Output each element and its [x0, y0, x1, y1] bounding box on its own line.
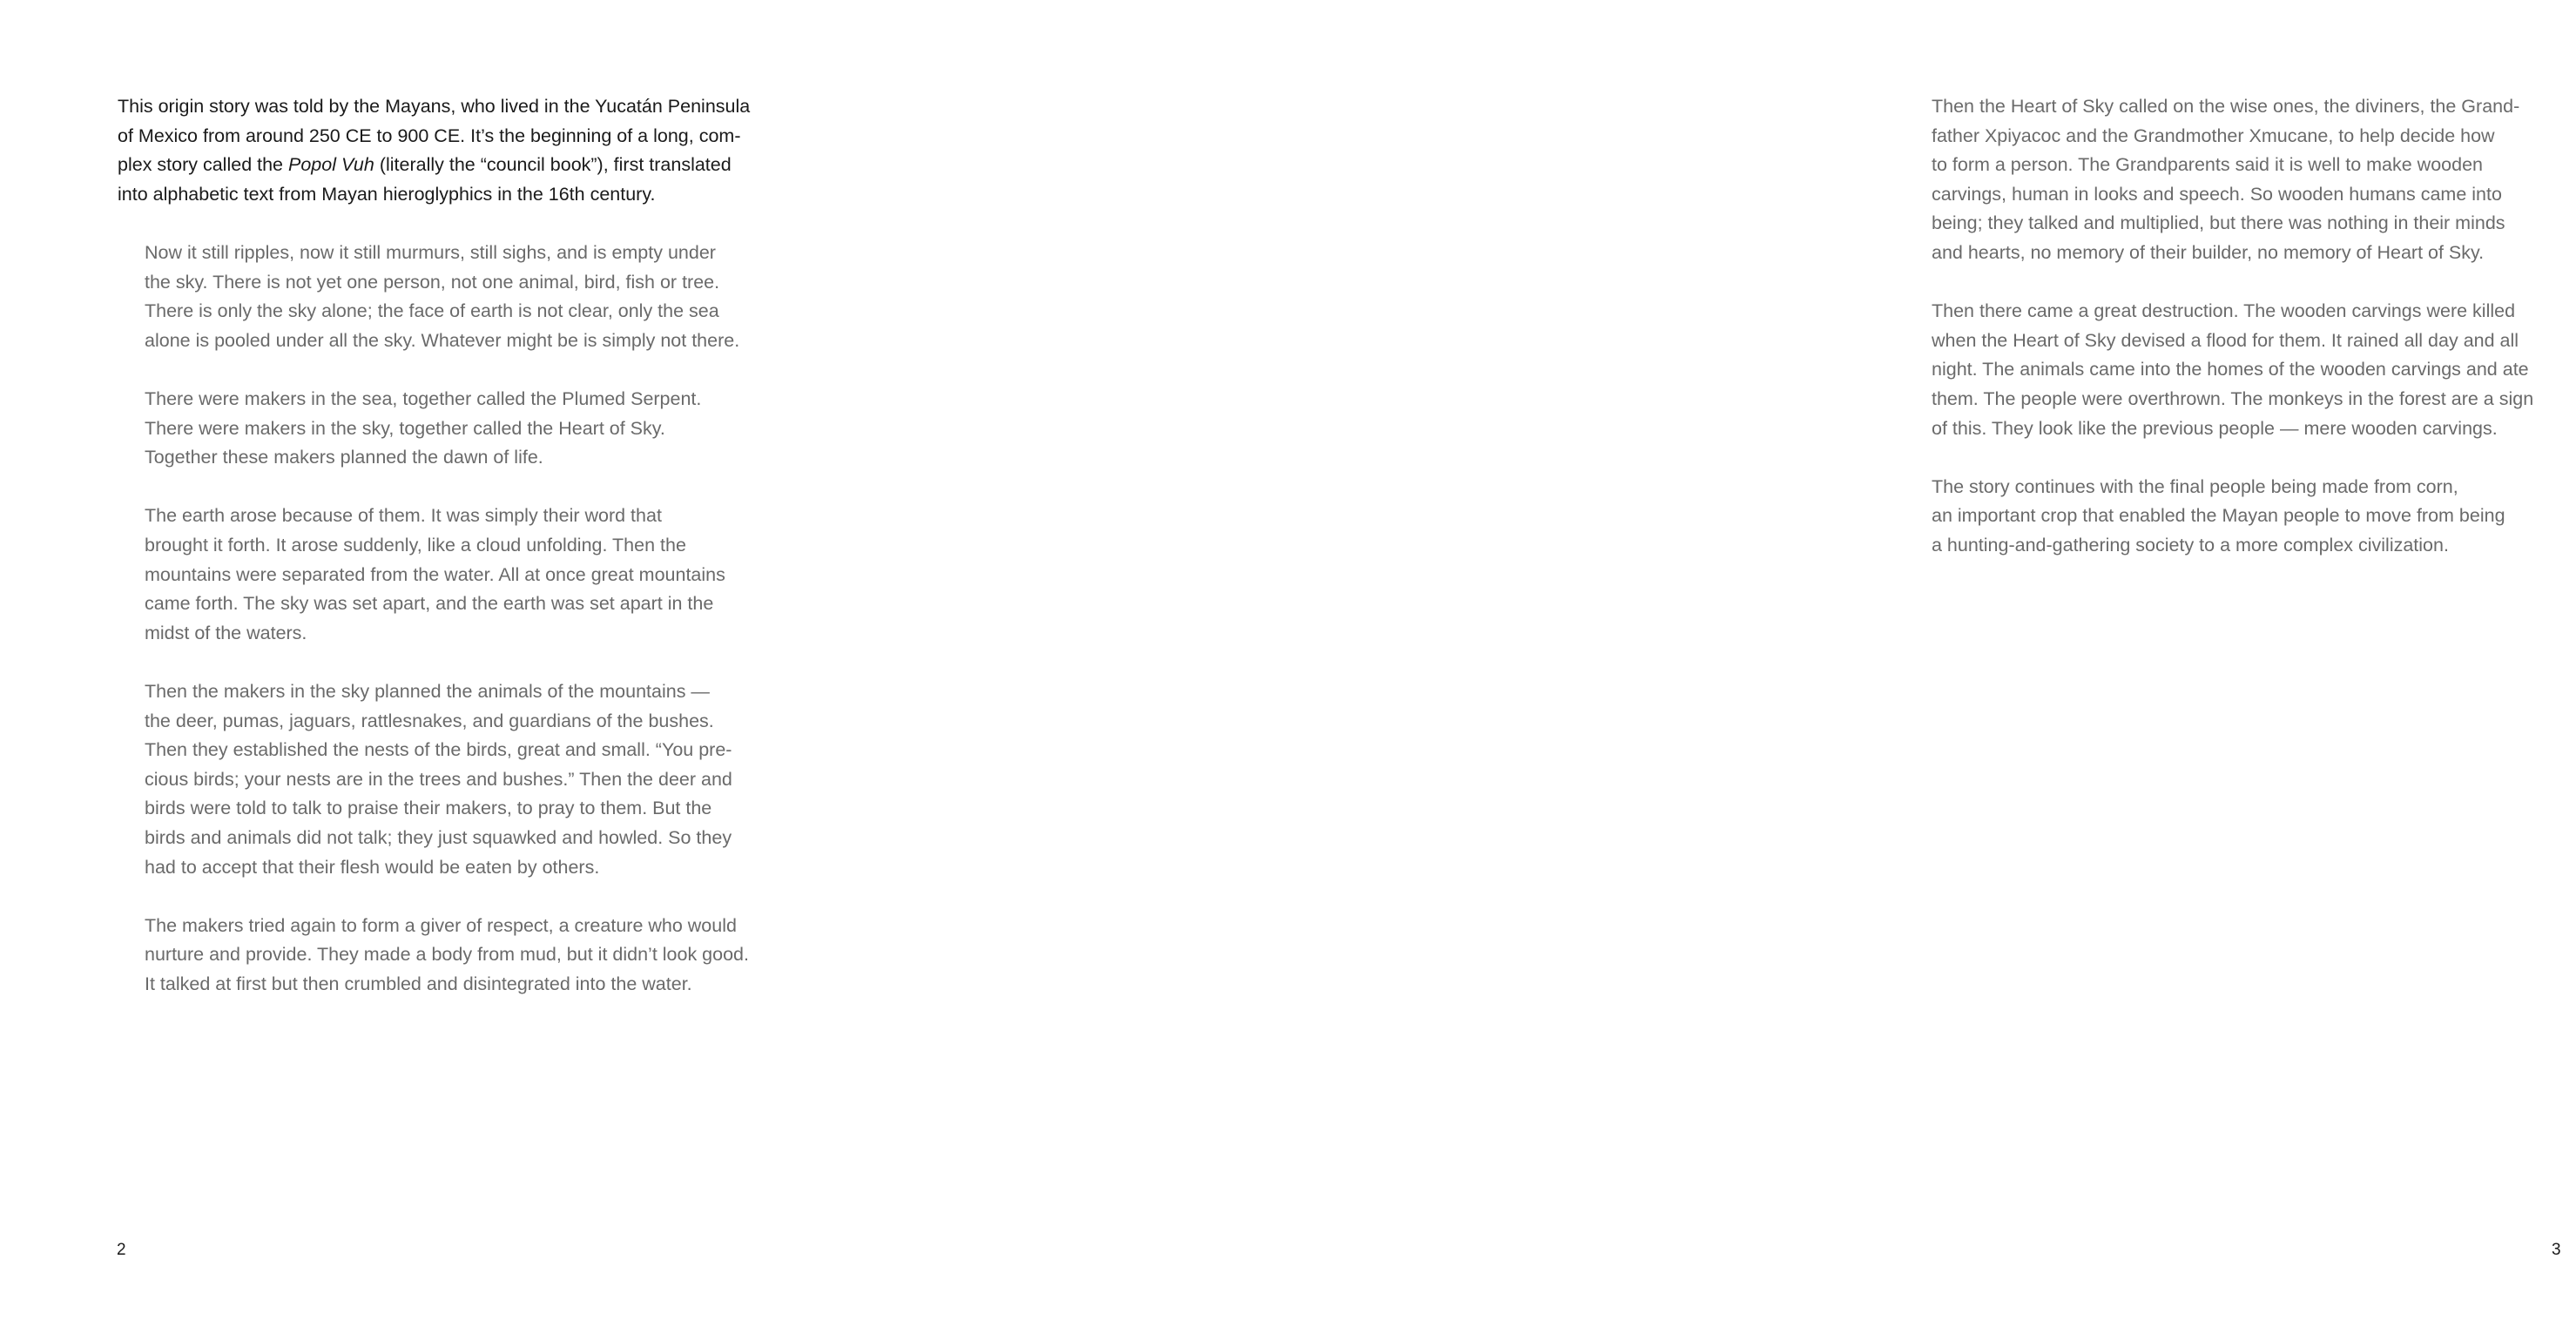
- intro-text: (literally the “council book”), first translated: [374, 154, 732, 176]
- story-line: There were makers in the sea, together called the Plumed Serpent.: [145, 388, 702, 409]
- story-line: the sky. There is not yet one person, not one animal, bird, fish or tree.: [145, 271, 720, 293]
- intro-line: of Mexico from around 250 CE to 900 CE. It’s the beginning of a long, com-: [118, 125, 741, 146]
- intro-text: plex story called the: [118, 154, 288, 176]
- story-line: Then the makers in the sky planned the animals of the mountains —: [145, 681, 710, 702]
- right-page: [892, 0, 2561, 1340]
- story-line: had to accept that their flesh would be eaten by others.: [145, 856, 600, 878]
- story-line: Then the Heart of Sky called on the wise ones, the diviners, the Grand-: [1932, 96, 2520, 117]
- story-line: to form a person. The Grandparents said it is well to make wooden: [1932, 154, 2483, 176]
- book-title: Popol Vuh: [288, 154, 374, 176]
- intro-paragraph: [118, 92, 797, 209]
- story-line: Then they established the nests of the birds, great and small. “You pre-: [145, 739, 732, 761]
- story-line: There were makers in the sky, together called the Heart of Sky.: [145, 417, 665, 439]
- story-line: brought it forth. It arose suddenly, like a cloud unfolding. Then the: [145, 534, 686, 556]
- story-line: Now it still ripples, now it still murmurs, still sighs, and is empty under: [145, 242, 716, 263]
- story-line: an important crop that enabled the Mayan people to move from being: [1932, 505, 2505, 527]
- story-paragraph: [145, 385, 780, 473]
- story-line: the deer, pumas, jaguars, rattlesnakes, and guardians of the bushes.: [145, 710, 714, 731]
- page-number-left: 2: [117, 1241, 126, 1259]
- story-line: father Xpiyacoc and the Grandmother Xmucane, to help decide how: [1932, 125, 2495, 146]
- story-line: and hearts, no memory of their builder, no memory of Heart of Sky.: [1932, 241, 2485, 263]
- story-paragraph: [145, 912, 780, 1000]
- story-line: of this. They look like the previous people — mere wooden carvings.: [1932, 417, 2498, 439]
- left-page: [0, 0, 892, 1340]
- story-line: mountains were separated from the water. All at once great mountains: [145, 563, 725, 585]
- story-line: nurture and provide. They made a body from mud, but it didn’t look good.: [145, 944, 749, 966]
- story-line: There is only the sky alone; the face of earth is not clear, only the sea: [145, 300, 719, 322]
- story-line: night. The animals came into the homes of the wooden carvings and ate: [1932, 359, 2529, 380]
- story-line: birds and animals did not talk; they just squawked and howled. So they: [145, 826, 732, 848]
- intro-line: into alphabetic text from Mayan hieroglyphics in the 16th century.: [118, 183, 656, 205]
- story-line: The makers tried again to form a giver of respect, a creature who would: [145, 914, 737, 936]
- story-line: a hunting-and-gathering society to a more complex civilization.: [1932, 534, 2449, 556]
- story-line: midst of the waters.: [145, 622, 307, 643]
- story-paragraph: [145, 502, 780, 648]
- intro-line: This origin story was told by the Mayans, who lived in the Yucatán Peninsula: [118, 96, 751, 117]
- story-line: carvings, human in looks and speech. So wooden humans came into: [1932, 183, 2502, 205]
- story-paragraph: [1932, 473, 2576, 561]
- story-line: It talked at first but then crumbled and disintegrated into the water.: [145, 973, 692, 994]
- story-line: them. The people were overthrown. The monkeys in the forest are a sign: [1932, 387, 2534, 409]
- story-line: when the Heart of Sky devised a flood for them. It rained all day and all: [1932, 329, 2519, 351]
- story-line: Together these makers planned the dawn of life.: [145, 447, 543, 468]
- story-line: The earth arose because of them. It was simply their word that: [145, 505, 662, 527]
- story-paragraph: [145, 239, 780, 355]
- story-line: came forth. The sky was set apart, and the earth was set apart in the: [145, 593, 714, 615]
- story-paragraph: [1932, 92, 2576, 268]
- story-line: cious birds; your nests are in the trees and bushes.” Then the deer and: [145, 768, 732, 790]
- story-line: birds were told to talk to praise their makers, to pray to them. But the: [145, 798, 712, 819]
- story-paragraph: [1932, 297, 2576, 443]
- intro-line: [118, 151, 797, 180]
- story-paragraph: [145, 677, 780, 882]
- page-number-right: 3: [2552, 1241, 2561, 1259]
- story-line: being; they talked and multiplied, but there was nothing in their minds: [1932, 212, 2505, 234]
- story-line: The story continues with the final people being made from corn,: [1932, 475, 2458, 497]
- story-line: Then there came a great destruction. The wooden carvings were killed: [1932, 300, 2516, 322]
- story-line: alone is pooled under all the sky. Whatever might be is simply not there.: [145, 329, 740, 351]
